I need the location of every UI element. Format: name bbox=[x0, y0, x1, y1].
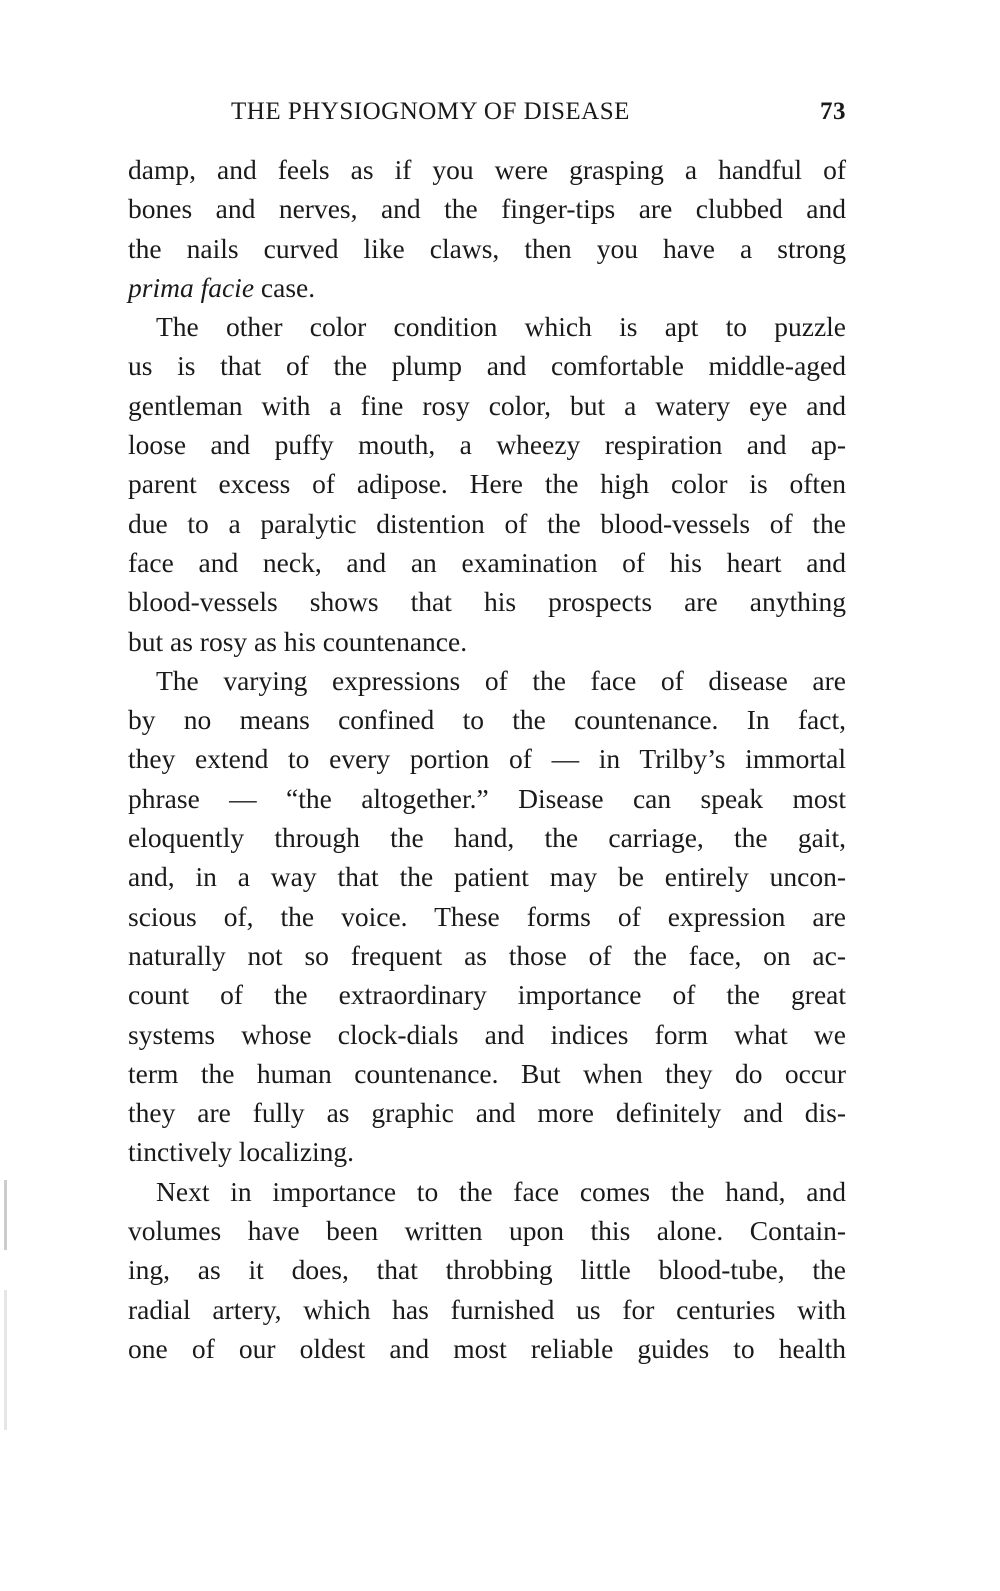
text-line: The other color condition which is apt to puzzle bbox=[156, 311, 846, 343]
text-line: by no means confined to the countenance. In fact, bbox=[128, 704, 846, 736]
scan-edge-mark bbox=[4, 1180, 7, 1250]
text-line: bones and nerves, and the finger-tips are clubbed and bbox=[128, 193, 846, 225]
text-line: loose and puffy mouth, a wheezy respiration and ap- bbox=[128, 429, 846, 461]
paragraph-3 bbox=[128, 661, 846, 1172]
text-line: Next in importance to the face comes the hand, and bbox=[156, 1175, 846, 1207]
text-line: and, in a way that the patient may be entirely uncon- bbox=[128, 861, 846, 893]
text-line: tinctively localizing. bbox=[128, 1136, 355, 1168]
text-line: ing, as it does, that throbbing little blood-tube, the bbox=[128, 1254, 846, 1286]
text-line: volumes have been written upon this alone. Contain- bbox=[128, 1215, 846, 1247]
paragraph-2 bbox=[128, 307, 846, 661]
text-line: The varying expressions of the face of disease are bbox=[156, 664, 846, 696]
text-line: blood-vessels shows that his prospects are anything bbox=[128, 586, 846, 618]
body-text bbox=[128, 150, 846, 1368]
italic-phrase: prima facie bbox=[128, 271, 255, 303]
text-line: count of the extraordinary importance of the great bbox=[128, 979, 846, 1011]
text-line: parent excess of adipose. Here the high color is often bbox=[128, 468, 846, 500]
text-line: face and neck, and an examination of his heart and bbox=[128, 546, 846, 578]
running-head bbox=[128, 92, 846, 132]
page-number: 73 bbox=[820, 98, 846, 125]
text-line: systems whose clock-dials and indices form what we bbox=[128, 1018, 846, 1050]
scan-edge-mark bbox=[4, 1290, 7, 1430]
text-line: the nails curved like claws, then you have a strong bbox=[128, 232, 846, 264]
text-line: gentleman with a fine rosy color, but a watery eye and bbox=[128, 389, 846, 421]
book-page bbox=[128, 92, 846, 1368]
text-line: eloquently through the hand, the carriage, the gait, bbox=[128, 822, 846, 854]
text-line: but as rosy as his countenance. bbox=[128, 625, 468, 657]
text-fragment: case. bbox=[254, 271, 316, 303]
paragraph-1 bbox=[128, 150, 846, 307]
text-line: damp, and feels as if you were grasping a handful of bbox=[128, 154, 846, 185]
text-line: phrase — “the altogether.” Disease can speak most bbox=[128, 782, 846, 814]
text-line bbox=[128, 268, 846, 307]
text-line: us is that of the plump and comfortable middle-aged bbox=[128, 350, 846, 382]
text-line: one of our oldest and most reliable guides to health bbox=[128, 1332, 846, 1364]
text-line: naturally not so frequent as those of the face, on ac- bbox=[128, 939, 846, 971]
paragraph-4 bbox=[128, 1172, 846, 1368]
text-line: they are fully as graphic and more definitely and dis- bbox=[128, 1097, 846, 1129]
text-line: due to a paralytic distention of the blood-vessels of the bbox=[128, 507, 846, 539]
running-title: THE PHYSIOGNOMY OF DISEASE bbox=[231, 98, 630, 125]
text-line: term the human countenance. But when they do occur bbox=[128, 1057, 846, 1089]
text-line: radial artery, which has furnished us for centuries with bbox=[128, 1293, 846, 1325]
text-line: scious of, the voice. These forms of expression are bbox=[128, 900, 846, 932]
text-line: they extend to every portion of — in Trilby’s immortal bbox=[128, 743, 846, 775]
